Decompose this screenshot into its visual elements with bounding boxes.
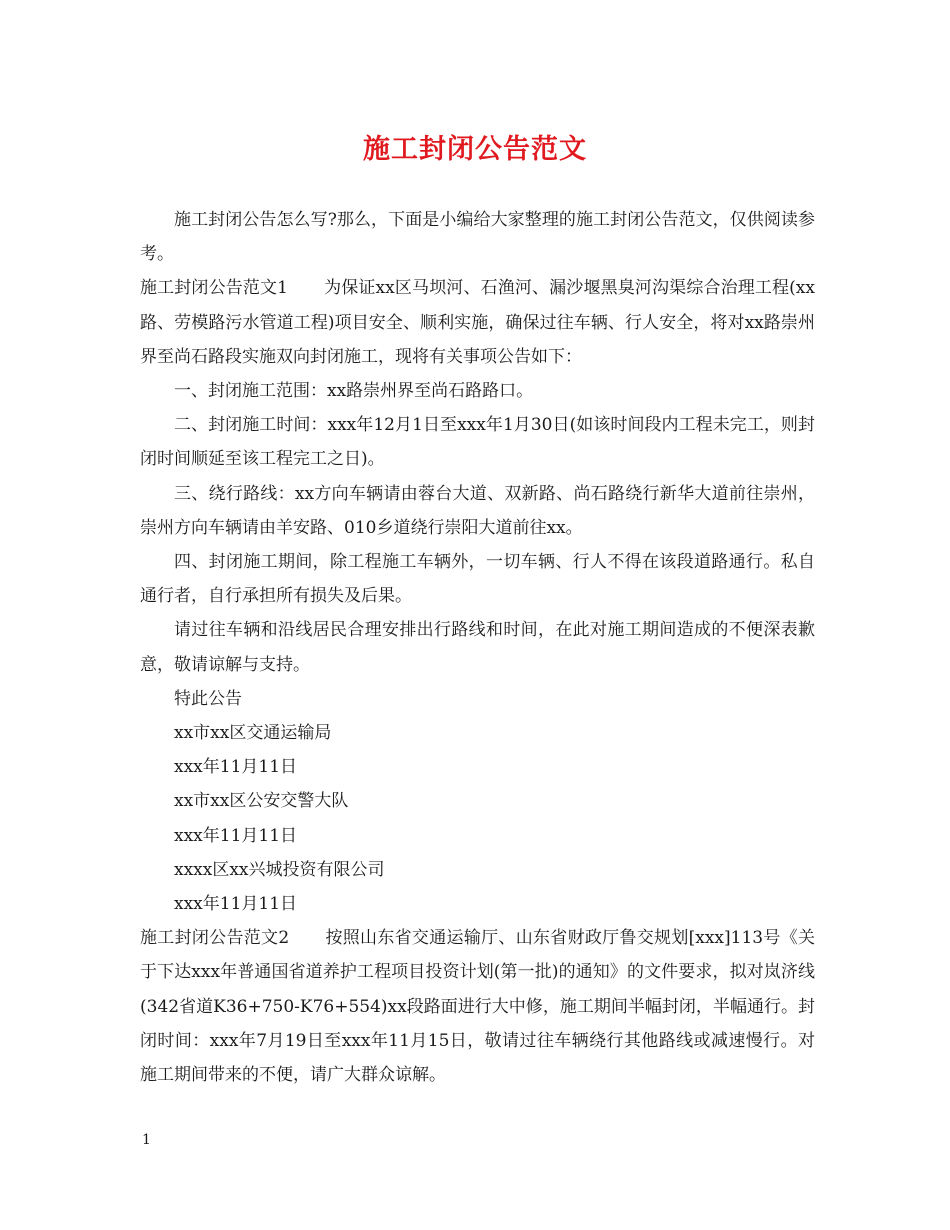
sample2-paragraph (140, 921, 815, 1092)
signature-org-1: xx市xx区交通运输局 (174, 723, 332, 744)
sample1-paragraph (140, 271, 815, 374)
sample1-lead: 为保证xx区马坝河、石渔河、漏沙堰黑臭河沟渠综合治理工程(xx路、劳模路污水管道工程)项目安全、顺利实施，确保过往车辆、行人安全，将对xx路崇州界至尚石路段实施双向封闭施工，现将有关事项公告如下： (140, 278, 815, 367)
signature-date-3: xxx年11月11日 (174, 894, 298, 915)
signature-date-1: xxx年11月11日 (174, 757, 298, 778)
intro-paragraph: 施工封闭公告怎么写?那么，下面是小编给大家整理的施工封闭公告范文，仅供阅读参考。 (140, 210, 815, 265)
sample1-closing: 请过往车辆和沿线居民合理安排出行路线和时间，在此对施工期间造成的不便深表歉意，敬请谅解与支持。 (140, 620, 815, 675)
page-number: 1 (142, 1132, 151, 1148)
page-title: 施工封闭公告范文 (363, 134, 587, 165)
sample1-heading: 施工封闭公告范文1 (140, 278, 288, 299)
signature-date-2: xxx年11月11日 (174, 825, 298, 846)
sample1-notice: 特此公告 (174, 688, 242, 709)
sample2-heading: 施工封闭公告范文2 (140, 928, 290, 949)
sample2-lead: 按照山东省交通运输厅、山东省财政厅鲁交规划[xxx]113号《关于下达xxx年普通国省道养护工程项目投资计划(第一批)的通知》的文件要求，拟对岚济线(342省道K36+750-K76+554)xx段路面进行大中修，施工期间半幅封闭，半幅通行。封闭时间：xxx年7月19日至xxx年11月15日，敬请过往车辆绕行其他路线或减速慢行。对施工期间带来的不便，请广大群众谅解。 (140, 928, 815, 1086)
signature-org-2: xx市xx区公安交警大队 (174, 791, 349, 812)
sample1-item-4: 四、封闭施工期间，除工程施工车辆外，一切车辆、行人不得在该段道路通行。私自通行者，自行承担所有损失及后果。 (140, 552, 815, 607)
sample1-item-3: 三、绕行路线：xx方向车辆请由蓉台大道、双新路、尚石路绕行新华大道前往崇州，崇州方向车辆请由羊安路、010乡道绕行崇阳大道前往xx。 (140, 483, 815, 538)
sample1-item-2: 二、封闭施工时间：xxx年12月1日至xxx年1月30日(如该时间段内工程未完工，则封闭时间顺延至该工程完工之日)。 (140, 415, 815, 470)
signature-org-3: xxxx区xx兴城投资有限公司 (174, 859, 385, 880)
sample1-item-1: 一、封闭施工范围：xx路崇州界至尚石路路口。 (174, 381, 534, 402)
document-body (140, 203, 815, 1092)
